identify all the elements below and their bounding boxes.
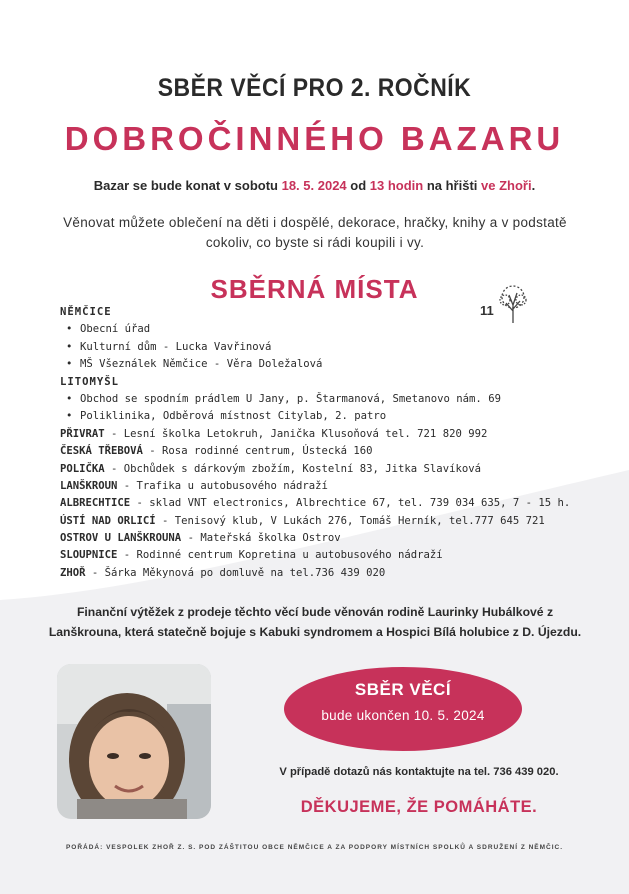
collection-points-list — [60, 304, 600, 582]
list-item: • Obchod se spodním prádlem U Jany, p. Štarmanová, Smetanovo nám. 69 — [60, 391, 600, 408]
list-item: ZHOŘ - Šárka Měkynová po domluvě na tel.736 439 020 — [60, 566, 386, 579]
list-item: ČESKÁ TŘEBOVÁ - Rosa rodinné centrum, Ústecká 160 — [60, 445, 373, 458]
logo-number: 11 — [480, 303, 494, 318]
town-heading-nemcice: NĚMČICE — [60, 306, 112, 318]
list-item: PŘIVRAT - Lesní školka Letokruh, Janička Klusoňová tel. 721 820 992 — [60, 427, 488, 440]
list-item: • MŠ Všeználek Němčice - Věra Doležalová — [60, 356, 600, 373]
list-item: • Kulturní dům - Lucka Vavřinová — [60, 339, 600, 356]
list-item: OSTROV U LANŠKROUNA - Mateřská školka Ostrov — [60, 532, 341, 545]
collection-points-title: SBĚRNÁ MÍSTA — [210, 274, 419, 304]
page-title: SBĚR VĚCÍ PRO 2. ROČNÍK — [157, 74, 472, 102]
thanks-message: DĚKUJEME, ŽE POMÁHÁTE. — [300, 798, 538, 816]
list-item: SLOUPNICE - Rodinné centrum Kopretina u autobusového nádraží — [60, 549, 443, 562]
event-date: 18. 5. 2024 — [281, 178, 347, 193]
donation-description: Věnovat můžete oblečení na děti i dospělé, dekorace, hračky, knihy a v podstatě cokoliv, co byste si rádi koupili i vy. — [63, 215, 567, 250]
proceeds-info: Finanční výtěžek z prodeje těchto věcí bude věnován rodině Laurinky Hubálkové z Lanškrouna, která statečně bojuje s Kabuki syndromem a Hospici Bílá holubice z D. Újezdu. — [48, 605, 582, 639]
notice-title: SBĚR VĚCÍ — [354, 680, 452, 699]
list-item: • Obecní úřad — [60, 321, 600, 338]
page-subtitle: DOBROČINNÉHO BAZARU — [64, 120, 565, 157]
event-time: 13 hodin — [369, 178, 424, 193]
organizer-footer: POŘÁDÁ: VESPOLEK ZHOŘ Z. S. POD ZÁŠTITOU OBCE NĚMČICE A ZA PODPORY MÍSTNÍCH SPOLKŮ A SDRUŽENÍ Z NĚMČIC. — [65, 844, 564, 851]
collection-end-notice — [284, 667, 522, 751]
town-heading-litomysl: LITOMYŠL — [60, 375, 120, 388]
list-item: ALBRECHTICE - sklad VNT electronics, Albrechtice 67, tel. 739 034 635, 7 - 15 h. — [60, 497, 571, 510]
child-photo — [57, 664, 211, 819]
notice-date: bude ukončen 10. 5. 2024 — [321, 708, 485, 723]
contact-info: V případě dotazů nás kontaktujte na tel. 736 439 020. — [279, 766, 559, 778]
list-item: LANŠKROUN - Trafika u autobusového nádraží — [60, 479, 328, 492]
list-item: ÚSTÍ NAD ORLICÍ - Tenisový klub, V Lukách 276, Tomáš Herník, tel.777 645 721 — [60, 514, 545, 527]
event-info: Bazar se bude konat v sobotu 18. 5. 2024 od 13 hodin na hřišti ve Zhoři. — [93, 178, 536, 193]
list-item: POLIČKA - Obchůdek s dárkovým zbožím, Kostelní 83, Jitka Slavíková — [60, 462, 481, 475]
list-item: • Poliklinika, Odběrová místnost Citylab, 2. patro — [60, 408, 600, 425]
event-place: ve Zhoři — [481, 178, 532, 193]
